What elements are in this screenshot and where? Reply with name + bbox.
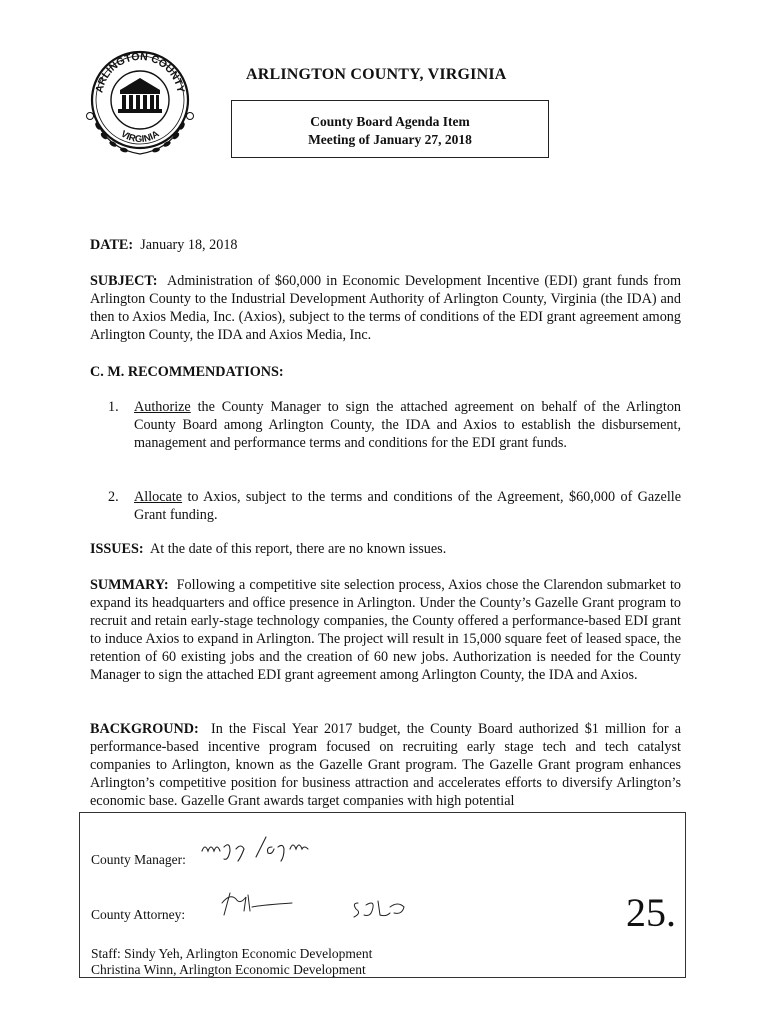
background-label: BACKGROUND: xyxy=(90,721,199,737)
summary-text: Following a competitive site selection process, Axios chose the Clarendon submarket to expand its headquarters and office presence in Arlington. Under the County’s Gazelle Grant program to recruit and retain early-stage technology companies, the County offered a performance-based EDI grant to induce Axios to expand in Arlington. The project will result in 15,000 square feet of leased space, the retention of 60 existing jobs and the creation of 60 new jobs. Authorization is needed for the County Manager to sign the attached EDI grant agreement among Arlington County, the IDA and Axios. xyxy=(90,577,681,683)
staff-line-2: Christina Winn, Arlington Economic Development xyxy=(91,962,366,977)
seal-text-top: ARLINGTON COUNTY xyxy=(93,50,187,94)
background-paragraph xyxy=(90,720,681,810)
date-line xyxy=(90,236,681,254)
recommendations-heading: C. M. RECOMMENDATIONS: xyxy=(90,364,284,380)
agenda-item-number: 25. xyxy=(626,890,676,935)
recommendation-number: 1. xyxy=(108,399,119,415)
issues-paragraph xyxy=(90,540,681,558)
subject-paragraph xyxy=(90,272,681,344)
subject-label: SUBJECT: xyxy=(90,273,158,289)
issues-text: At the date of this report, there are no known issues. xyxy=(149,541,447,557)
county-title: ARLINGTON COUNTY, VIRGINIA xyxy=(246,66,507,83)
meeting-date: Meeting of January 27, 2018 xyxy=(308,132,472,147)
recommendation-text: the County Manager to sign the attached agreement on behalf of the Arlington County Board among Arlington County, the IDA and Axios to establish the disbursement, management and performance terms and conditions for the EDI grant funds. xyxy=(134,399,682,451)
subject-text: Administration of $60,000 in Economic Development Incentive (EDI) grant funds from Arlington County to the Industrial Development Authority of Arlington County, Virginia (the IDA) and then to Axios Media, Inc. (Axios), subject to the terms of conditions of the EDI grant agreement among Arlington County, the IDA and Axios Media, Inc. xyxy=(90,273,681,343)
county-manager-initials-signature xyxy=(198,831,310,865)
recommendation-verb: Authorize xyxy=(134,399,191,415)
seal-text-bottom: VIRGINIA xyxy=(118,128,162,146)
background-text: In the Fiscal Year 2017 budget, the County Board authorized $1 million for a performance-based incentive program focused on recruiting early stage tech and tech catalyst companies to Arlington, known as the Gazelle Grant program. The Gazelle Grant program enhances Arlington’s competitive position for business attraction and accelerates efforts to diversify Arlington’s economic base. Gazelle Grant awards target companies with high potential xyxy=(90,721,681,809)
svg-text:VIRGINIA xyxy=(119,129,162,146)
summary-label: SUMMARY: xyxy=(90,577,169,593)
signature-block xyxy=(79,812,686,978)
summary-paragraph xyxy=(90,576,681,684)
recommendation-number: 2. xyxy=(108,489,119,505)
county-attorney-label: County Attorney: xyxy=(91,907,186,922)
recommendation-text: to Axios, subject to the terms and conditions of the Agreement, $60,000 of Gazelle Grant funding. xyxy=(134,489,681,523)
county-manager-label: County Manager: xyxy=(91,852,186,867)
agenda-item-box xyxy=(231,100,549,158)
county-attorney-initials-signature xyxy=(350,895,410,919)
recommendation-item xyxy=(108,398,682,452)
staff-line-1: Staff: Sindy Yeh, Arlington Economic Development xyxy=(91,946,373,961)
recommendation-item xyxy=(108,488,681,524)
county-attorney-signature xyxy=(220,889,296,919)
date-label: DATE: xyxy=(90,237,134,253)
arlington-county-seal-icon xyxy=(84,44,196,162)
date-value: January 18, 2018 xyxy=(140,237,238,253)
recommendation-verb: Allocate xyxy=(134,489,183,505)
issues-label: ISSUES: xyxy=(90,541,144,557)
agenda-item-title: County Board Agenda Item xyxy=(310,114,470,129)
